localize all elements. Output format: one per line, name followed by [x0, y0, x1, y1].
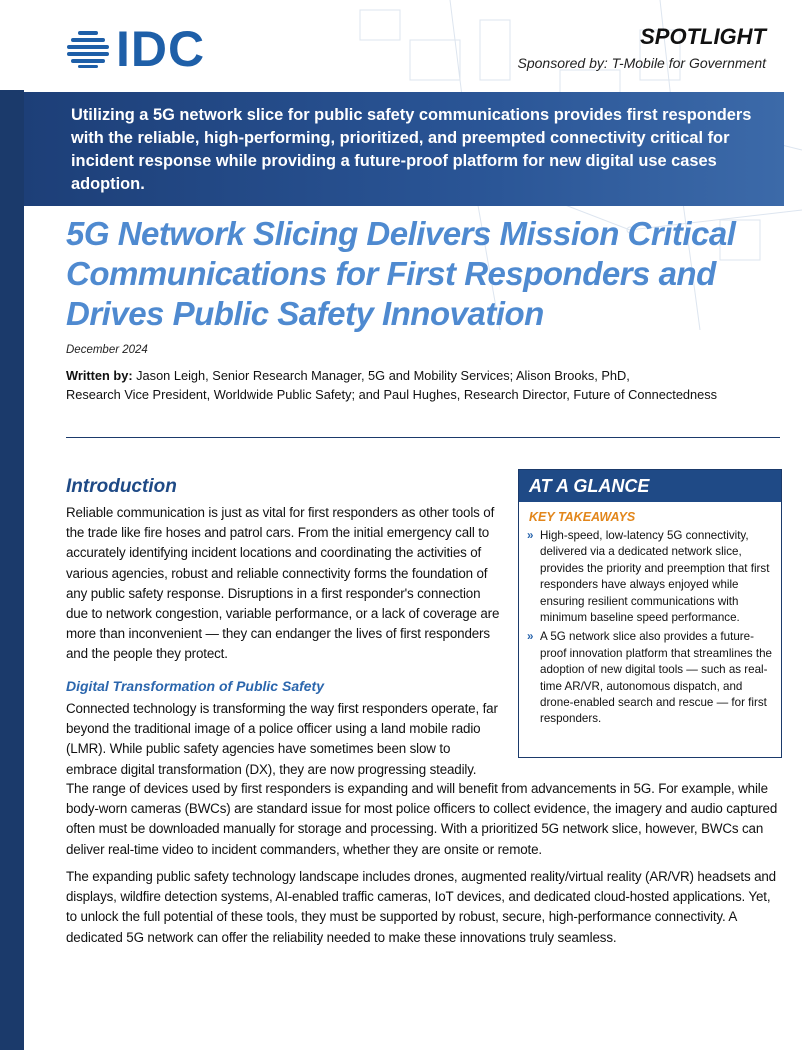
key-takeaways-heading: KEY TAKEAWAYS	[529, 510, 636, 524]
takeaway-item	[527, 528, 773, 626]
dx-paragraph-3: The expanding public safety technology landscape includes drones, augmented reality/virtual reality (AR/VR) headsets and displays, wildfire detection systems, AI-enabled traffic cameras, IoT devices, and dedicated cloud-hosted applications. Yet, to unlock the full potential of these tools, they must be supported by robust, secure, high-performance connectivity. A dedicated 5G network can offer the reliability needed to make these innovations truly seamless.	[66, 869, 776, 945]
authors-block	[66, 366, 766, 404]
takeaways-list	[519, 528, 781, 728]
spotlight-label: SPOTLIGHT	[640, 24, 766, 49]
title-line-1: 5G Network Slicing Delivers Mission Critical	[66, 215, 736, 252]
idc-logo	[66, 21, 206, 77]
title-line-3: Drives Public Safety Innovation	[66, 295, 544, 332]
document-title	[66, 214, 766, 334]
summary-banner	[24, 92, 784, 206]
takeaway-text: A 5G network slice also provides a future-proof innovation platform that streamlines the adoption of new digital tools — such as real-time AR/VR, autonomous dispatch, and drone-enabled search and rescue — for first responders.	[540, 630, 772, 726]
left-rail	[0, 0, 24, 1050]
banner-text: Utilizing a 5G network slice for public safety communications provides first responders with the reliable, high-performing, prioritized, and preempted connectivity critical for incident response while providing a future-proof platform for new digital use cases adoption.	[71, 106, 752, 193]
publication-date: December 2024	[66, 344, 148, 356]
authors-line-2: Research Vice President, Worldwide Public Safety; and Paul Hughes, Research Director, Future of Connectedness	[66, 387, 718, 402]
takeaway-text: High-speed, low-latency 5G connectivity, delivered via a dedicated network slice, provides the priority and preemption that first responders have always enjoyed while ensuring resilient communications with minimum baseline speed performance.	[540, 529, 770, 625]
logo-text: IDC	[116, 21, 206, 77]
authors-line-1: Jason Leigh, Senior Research Manager, 5G and Mobility Services; Alison Brooks, PhD,	[136, 368, 630, 383]
chevron-right-icon: »	[527, 630, 534, 644]
at-a-glance-box	[518, 469, 782, 758]
at-a-glance-heading: AT A GLANCE	[519, 470, 781, 502]
chevron-right-icon: »	[527, 529, 534, 542]
introduction-heading: Introduction	[66, 476, 177, 497]
section-divider	[66, 437, 780, 438]
title-line-2: Communications for First Responders and	[66, 255, 716, 292]
written-by-label: Written by:	[66, 368, 133, 383]
dx-paragraph-2: The range of devices used by first responders is expanding and will benefit from advancements in 5G. For example, while body-worn cameras (BWCs) are standard issue for most police officers to collect evidence, the imagery and audio captured often must be downloaded manually for storage and processing. With a prioritized 5G network slice, however, BWCs can deliver real-time video to incident commanders, whether they are onsite or remote.	[66, 781, 778, 857]
idc-globe-icon	[66, 29, 110, 69]
digital-transformation-heading: Digital Transformation of Public Safety	[66, 678, 325, 694]
introduction-paragraph: Reliable communication is just as vital for first responders as other tools of the trade like fire hoses and patrol cars. From the initial emergency call to accurately identifying incident locations and coordinating the activities of various agencies, robust and reliable connectivity forms the foundation of any public safety response. Disruptions in a first responder's connection due to network congestion, variable performance, or a lack of coverage are more than inconvenient — they can endanger the lives of first responders and the people they protect.	[66, 505, 500, 662]
sponsor-line: Sponsored by: T-Mobile for Government	[517, 55, 766, 71]
takeaway-item	[527, 629, 773, 727]
dx-paragraph-1: Connected technology is transforming the way first responders operate, far beyond the traditional image of a police officer using a land mobile radio (LMR). While public safety agencies have sometimes been slow to embrace digital transformation (DX), they are now progressing steadily.	[66, 701, 498, 777]
